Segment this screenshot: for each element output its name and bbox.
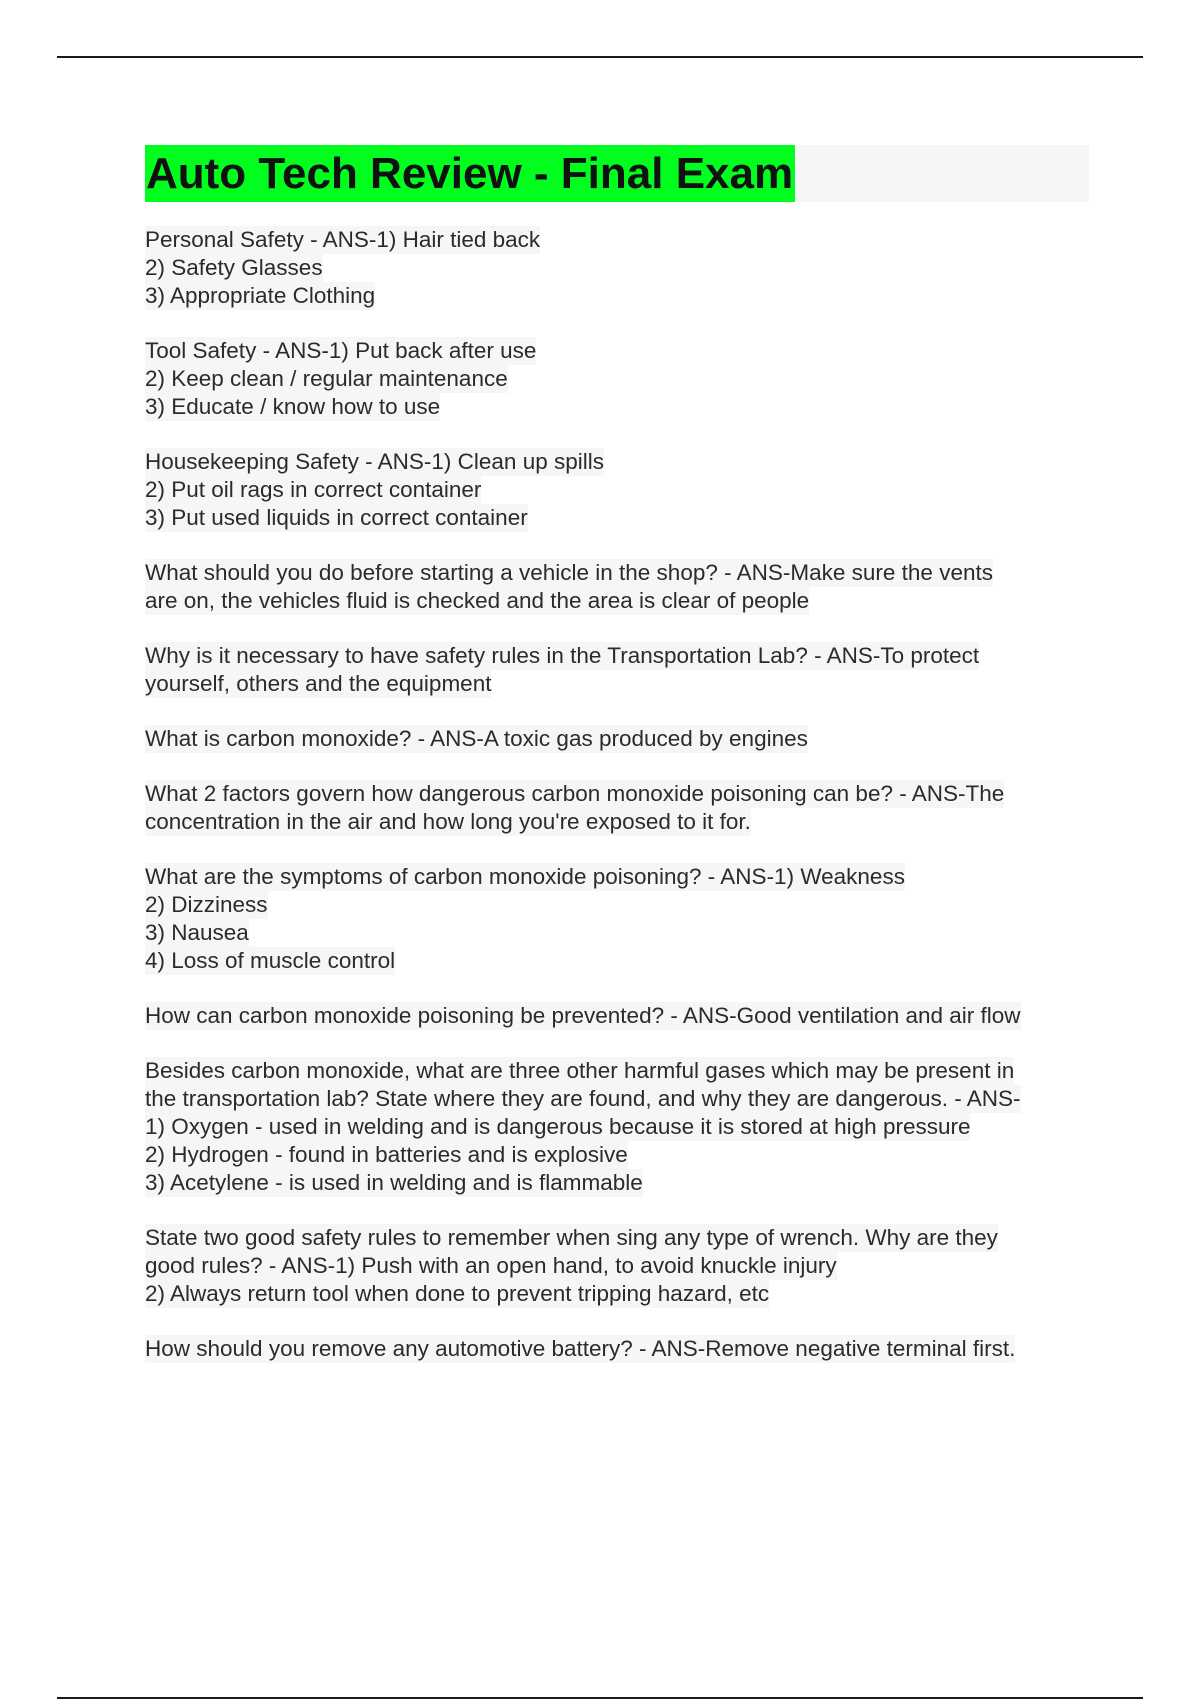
qa-list — [145, 226, 1089, 1363]
qa-entry — [145, 226, 1089, 310]
qa-line: 2) Keep clean / regular maintenance — [145, 366, 508, 391]
qa-line: 2) Put oil rags in correct container — [145, 477, 482, 502]
qa-line: concentration in the air and how long you're exposed to it for. — [145, 809, 751, 834]
qa-line: Why is it necessary to have safety rules in the Transportation Lab? - ANS-To protect — [145, 643, 980, 668]
qa-line: are on, the vehicles fluid is checked and the area is clear of people — [145, 588, 810, 613]
qa-line: 3) Educate / know how to use — [145, 394, 441, 419]
qa-line: How can carbon monoxide poisoning be prevented? - ANS-Good ventilation and air flow — [145, 1003, 1021, 1028]
qa-line: 4) Loss of muscle control — [145, 948, 396, 973]
qa-line: 1) Oxygen - used in welding and is dangerous because it is stored at high pressure — [145, 1114, 971, 1139]
qa-line: 2) Safety Glasses — [145, 255, 323, 280]
qa-line: good rules? - ANS-1) Push with an open hand, to avoid knuckle injury — [145, 1253, 837, 1278]
qa-line: 2) Always return tool when done to prevent tripping hazard, etc — [145, 1281, 770, 1306]
qa-line: What is carbon monoxide? - ANS-A toxic gas produced by engines — [145, 726, 808, 751]
page-bottom-rule — [57, 1697, 1143, 1699]
qa-entry — [145, 780, 1089, 836]
qa-line: Tool Safety - ANS-1) Put back after use — [145, 338, 537, 363]
qa-line: 3) Nausea — [145, 920, 249, 945]
qa-line: What should you do before starting a vehicle in the shop? - ANS-Make sure the vents — [145, 560, 993, 585]
qa-entry — [145, 337, 1089, 421]
qa-line: How should you remove any automotive battery? - ANS-Remove negative terminal first. — [145, 1336, 1016, 1361]
qa-entry — [145, 642, 1089, 698]
qa-entry — [145, 725, 1089, 753]
qa-line: 3) Appropriate Clothing — [145, 283, 376, 308]
qa-entry — [145, 1335, 1089, 1363]
qa-entry — [145, 1224, 1089, 1308]
qa-entry — [145, 863, 1089, 975]
document-title: Auto Tech Review - Final Exam — [145, 145, 795, 202]
qa-entry — [145, 448, 1089, 532]
qa-line: 2) Dizziness — [145, 892, 268, 917]
qa-line: State two good safety rules to remember when sing any type of wrench. Why are they — [145, 1225, 998, 1250]
qa-line: 3) Acetylene - is used in welding and is flammable — [145, 1170, 643, 1195]
qa-entry — [145, 559, 1089, 615]
qa-line: What are the symptoms of carbon monoxide poisoning? - ANS-1) Weakness — [145, 864, 905, 889]
qa-line: Personal Safety - ANS-1) Hair tied back — [145, 227, 541, 252]
qa-line: 2) Hydrogen - found in batteries and is explosive — [145, 1142, 628, 1167]
qa-line: 3) Put used liquids in correct container — [145, 505, 528, 530]
document-body — [145, 145, 1089, 1390]
qa-entry — [145, 1057, 1089, 1197]
page-top-rule — [57, 56, 1143, 58]
qa-line: the transportation lab? State where they are found, and why they are dangerous. - ANS- — [145, 1086, 1021, 1111]
qa-line: Housekeeping Safety - ANS-1) Clean up spills — [145, 449, 604, 474]
title-bar — [145, 145, 1089, 202]
qa-line: Besides carbon monoxide, what are three other harmful gases which may be present in — [145, 1058, 1015, 1083]
qa-entry — [145, 1002, 1089, 1030]
qa-line: yourself, others and the equipment — [145, 671, 492, 696]
qa-line: What 2 factors govern how dangerous carbon monoxide poisoning can be? - ANS-The — [145, 781, 1005, 806]
